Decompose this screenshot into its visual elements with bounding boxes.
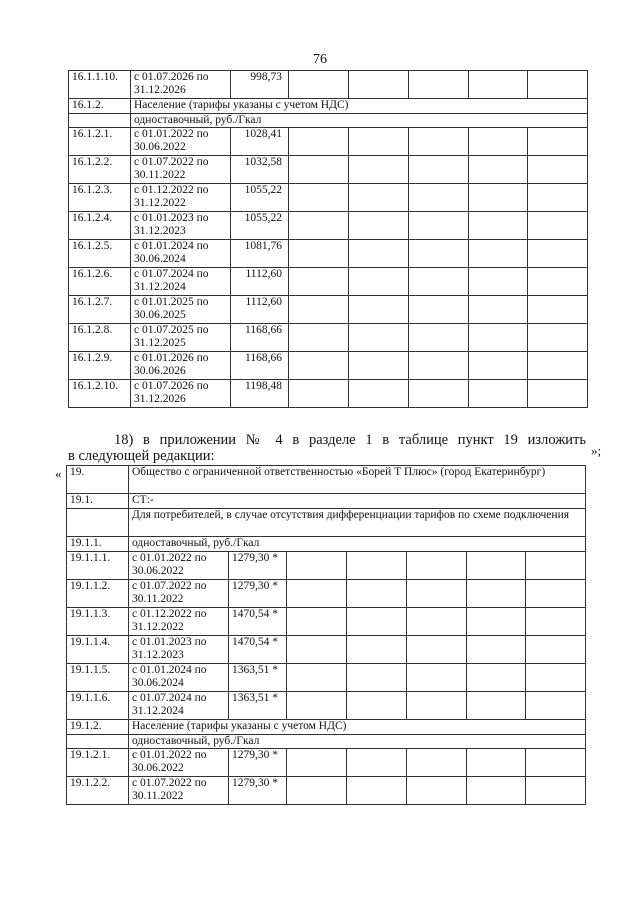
empty-cell — [289, 71, 349, 99]
table-row — [69, 114, 588, 128]
empty-cell — [409, 71, 469, 99]
period-cell: с 01.07.2024 по 31.12.2024 — [129, 692, 229, 720]
tariff-value: 1470,54 * — [229, 608, 287, 636]
empty-cell — [347, 664, 407, 692]
empty-cell — [407, 580, 467, 608]
empty-cell — [409, 352, 469, 380]
table-row — [67, 466, 586, 494]
period-cell: с 01.01.2022 по 30.06.2022 — [129, 749, 229, 777]
tariff-value: 1279,30 * — [229, 777, 287, 805]
row-number: 16.1.2.9. — [69, 352, 131, 380]
section-title: СТ:- — [129, 494, 586, 509]
row-number: 19.1.2.1. — [67, 749, 129, 777]
table-row — [69, 240, 588, 268]
table-row — [69, 184, 588, 212]
period-cell: с 01.07.2022 по 30.11.2022 — [131, 156, 231, 184]
tariff-value: 1168,66 — [231, 352, 289, 380]
empty-cell — [526, 692, 586, 720]
empty-cell — [469, 352, 528, 380]
empty-cell — [347, 580, 407, 608]
tariff-unit: одноставочный, руб./Гкал — [131, 114, 588, 128]
empty-cell — [528, 352, 588, 380]
empty-cell — [528, 324, 588, 352]
tariff-value: 1055,22 — [231, 184, 289, 212]
empty-cell — [289, 324, 349, 352]
tariff-value: 1470,54 * — [229, 636, 287, 664]
empty-cell — [469, 268, 528, 296]
empty-cell — [289, 296, 349, 324]
row-number: 19.1.1.4. — [67, 636, 129, 664]
empty-cell — [467, 777, 526, 805]
empty-cell — [289, 184, 349, 212]
period-cell: с 01.07.2024 по 31.12.2024 — [131, 268, 231, 296]
row-number: 19.1. — [67, 494, 129, 509]
period-cell: с 01.12.2022 по 31.12.2022 — [131, 184, 231, 212]
empty-cell — [469, 380, 528, 408]
period-cell: с 01.07.2022 по 30.11.2022 — [129, 777, 229, 805]
empty-cell — [347, 636, 407, 664]
period-cell: с 01.07.2025 по 31.12.2025 — [131, 324, 231, 352]
table-row — [69, 128, 588, 156]
row-number: 19.1.1.3. — [67, 608, 129, 636]
empty-cell — [409, 156, 469, 184]
empty-number-cell — [67, 509, 129, 537]
row-number: 16.1.2.5. — [69, 240, 131, 268]
paragraph-line-2: в следующей редакции: — [68, 448, 215, 464]
empty-cell — [467, 636, 526, 664]
empty-cell — [526, 777, 586, 805]
row-number: 16.1.2.8. — [69, 324, 131, 352]
row-number: 16.1.2.6. — [69, 268, 131, 296]
empty-cell — [349, 128, 409, 156]
empty-cell — [287, 552, 347, 580]
empty-cell — [287, 749, 347, 777]
empty-cell — [467, 692, 526, 720]
empty-cell — [409, 380, 469, 408]
empty-cell — [287, 580, 347, 608]
table-row — [69, 268, 588, 296]
tariff-value: 1279,30 * — [229, 552, 287, 580]
table-row — [69, 324, 588, 352]
consumer-note: Для потребителей, в случае отсутствия дифференциации тарифов по схеме подключения — [129, 509, 586, 537]
table-row — [69, 71, 588, 99]
row-number: 19.1.1.6. — [67, 692, 129, 720]
tariff-value: 1279,30 * — [229, 749, 287, 777]
empty-cell — [407, 749, 467, 777]
page-number: 76 — [313, 52, 327, 67]
empty-cell — [407, 664, 467, 692]
row-number: 19.1.2. — [67, 720, 129, 735]
closing-quote: »; — [591, 443, 602, 458]
tariff-value: 1055,22 — [231, 212, 289, 240]
period-cell: с 01.01.2026 по 30.06.2026 — [131, 352, 231, 380]
period-cell: с 01.01.2025 по 30.06.2025 — [131, 296, 231, 324]
tariff-value: 1363,51 * — [229, 664, 287, 692]
row-number: 16.1.2. — [69, 99, 131, 114]
table-row — [67, 777, 586, 805]
empty-cell — [469, 184, 528, 212]
empty-cell — [349, 71, 409, 99]
empty-cell — [349, 212, 409, 240]
empty-cell — [528, 212, 588, 240]
empty-cell — [347, 608, 407, 636]
table-row — [67, 552, 586, 580]
empty-cell — [349, 240, 409, 268]
row-number: 16.1.2.2. — [69, 156, 131, 184]
empty-cell — [289, 352, 349, 380]
empty-cell — [289, 156, 349, 184]
section-title: Население (тарифы указаны с учетом НДС) — [129, 720, 586, 735]
empty-cell — [409, 324, 469, 352]
paragraph-line-1: 18) в приложении № 4 в разделе 1 в таблице пункт 19 изложить — [114, 432, 586, 448]
empty-cell — [347, 692, 407, 720]
row-number: 16.1.2.1. — [69, 128, 131, 156]
empty-cell — [349, 268, 409, 296]
table-row — [67, 509, 586, 537]
table-row — [69, 352, 588, 380]
tariff-value: 1112,60 — [231, 296, 289, 324]
tariff-table-16 — [68, 70, 588, 408]
empty-cell — [469, 128, 528, 156]
period-cell: с 01.01.2022 по 30.06.2022 — [131, 128, 231, 156]
empty-cell — [526, 636, 586, 664]
empty-number-cell — [69, 114, 131, 128]
tariff-value: 1081,76 — [231, 240, 289, 268]
tariff-value: 1363,51 * — [229, 692, 287, 720]
table-row — [67, 664, 586, 692]
table-row — [69, 380, 588, 408]
empty-cell — [409, 240, 469, 268]
empty-cell — [409, 212, 469, 240]
empty-cell — [526, 608, 586, 636]
empty-cell — [349, 184, 409, 212]
empty-cell — [467, 608, 526, 636]
row-number: 16.1.1.10. — [69, 71, 131, 99]
row-number: 19. — [67, 466, 129, 494]
row-number: 16.1.2.10. — [69, 380, 131, 408]
tariff-value: 1028,41 — [231, 128, 289, 156]
tariff-value: 1112,60 — [231, 268, 289, 296]
empty-cell — [287, 636, 347, 664]
empty-cell — [467, 552, 526, 580]
period-cell: с 01.01.2022 по 30.06.2022 — [129, 552, 229, 580]
empty-cell — [287, 777, 347, 805]
row-number: 19.1.1.2. — [67, 580, 129, 608]
empty-cell — [528, 156, 588, 184]
empty-cell — [528, 240, 588, 268]
table-row — [67, 636, 586, 664]
empty-cell — [528, 184, 588, 212]
row-number: 19.1.1. — [67, 537, 129, 552]
empty-cell — [287, 608, 347, 636]
row-number: 16.1.2.4. — [69, 212, 131, 240]
empty-cell — [349, 156, 409, 184]
empty-cell — [469, 212, 528, 240]
tariff-value: 1032,58 — [231, 156, 289, 184]
empty-cell — [526, 664, 586, 692]
period-cell: с 01.01.2024 по 30.06.2024 — [131, 240, 231, 268]
table-row — [67, 720, 586, 735]
empty-cell — [287, 692, 347, 720]
empty-cell — [289, 268, 349, 296]
row-number: 16.1.2.7. — [69, 296, 131, 324]
tariff-value: 1168,66 — [231, 324, 289, 352]
empty-cell — [409, 296, 469, 324]
tariff-value: 1198,48 — [231, 380, 289, 408]
empty-cell — [526, 749, 586, 777]
empty-cell — [528, 71, 588, 99]
empty-cell — [528, 380, 588, 408]
empty-cell — [289, 380, 349, 408]
empty-cell — [347, 552, 407, 580]
empty-cell — [409, 184, 469, 212]
empty-cell — [528, 268, 588, 296]
empty-cell — [347, 777, 407, 805]
empty-cell — [349, 352, 409, 380]
table-row — [67, 494, 586, 509]
row-number: 19.1.1.5. — [67, 664, 129, 692]
tariff-table-19 — [66, 465, 586, 805]
empty-cell — [349, 380, 409, 408]
empty-cell — [407, 552, 467, 580]
row-number: 19.1.1.1. — [67, 552, 129, 580]
empty-cell — [469, 71, 528, 99]
period-cell: с 01.07.2026 по 31.12.2026 — [131, 71, 231, 99]
empty-number-cell — [67, 735, 129, 749]
table-row — [67, 537, 586, 552]
empty-cell — [349, 324, 409, 352]
period-cell: с 01.01.2024 по 30.06.2024 — [129, 664, 229, 692]
empty-cell — [407, 636, 467, 664]
empty-cell — [467, 580, 526, 608]
table-row — [69, 156, 588, 184]
organization-name: Общество с ограниченной ответственностью «Борей Т Плюс» (город Екатеринбург) — [129, 466, 586, 494]
empty-cell — [467, 664, 526, 692]
empty-cell — [407, 777, 467, 805]
empty-cell — [289, 240, 349, 268]
row-number: 19.1.2.2. — [67, 777, 129, 805]
empty-cell — [409, 128, 469, 156]
table-row — [67, 735, 586, 749]
table-row — [69, 212, 588, 240]
empty-cell — [469, 156, 528, 184]
empty-cell — [469, 240, 528, 268]
empty-cell — [469, 296, 528, 324]
empty-cell — [526, 580, 586, 608]
period-cell: с 01.07.2026 по 31.12.2026 — [131, 380, 231, 408]
empty-cell — [469, 324, 528, 352]
tariff-value: 1279,30 * — [229, 580, 287, 608]
section-title: одноставочный, руб./Гкал — [129, 537, 586, 552]
table-row — [69, 296, 588, 324]
empty-cell — [528, 128, 588, 156]
opening-quote: « — [55, 466, 62, 481]
empty-cell — [407, 608, 467, 636]
table-row — [67, 580, 586, 608]
table-row — [67, 692, 586, 720]
period-cell: с 01.12.2022 по 31.12.2022 — [129, 608, 229, 636]
empty-cell — [407, 692, 467, 720]
empty-cell — [526, 552, 586, 580]
row-number: 16.1.2.3. — [69, 184, 131, 212]
empty-cell — [349, 296, 409, 324]
empty-cell — [528, 296, 588, 324]
period-cell: с 01.01.2023 по 31.12.2023 — [131, 212, 231, 240]
section-title: Население (тарифы указаны с учетом НДС) — [131, 99, 588, 114]
empty-cell — [289, 212, 349, 240]
empty-cell — [467, 749, 526, 777]
tariff-unit: одноставочный, руб./Гкал — [129, 735, 586, 749]
amendment-paragraph — [68, 432, 586, 464]
period-cell: с 01.07.2022 по 30.11.2022 — [129, 580, 229, 608]
table-row — [67, 608, 586, 636]
period-cell: с 01.01.2023 по 31.12.2023 — [129, 636, 229, 664]
empty-cell — [287, 664, 347, 692]
tariff-value: 998,73 — [231, 71, 289, 99]
table-row — [69, 99, 588, 114]
empty-cell — [347, 749, 407, 777]
empty-cell — [289, 128, 349, 156]
empty-cell — [409, 268, 469, 296]
table-row — [67, 749, 586, 777]
